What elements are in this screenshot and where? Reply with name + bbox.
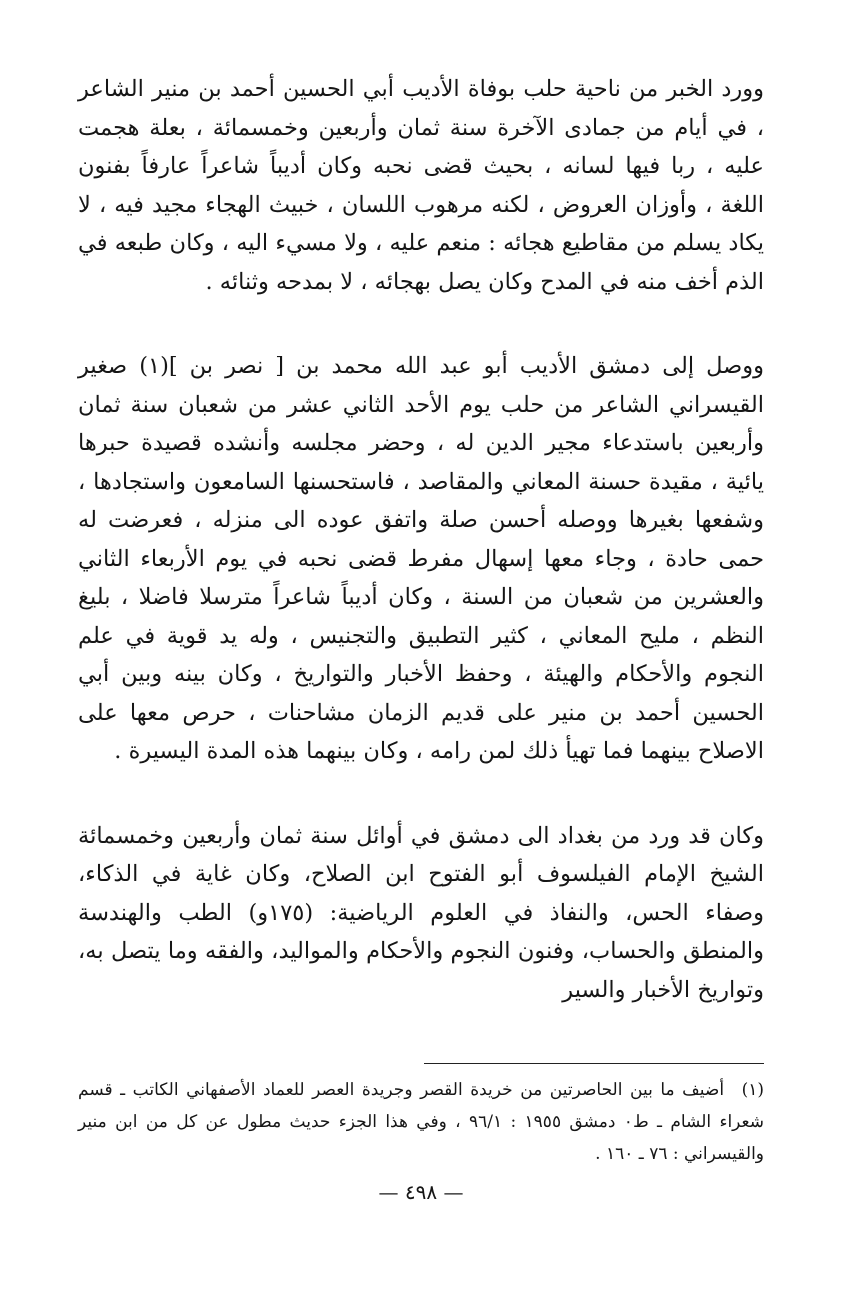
paragraph-ibn-munir-death: وورد الخبر من ناحية حلب بوفاة الأديب أبي الحسين أحمد بن منير الشاعر ، في أيام من جمادى الآخرة سنة ثمان وأربعين وخمسمائة ، بعلة هجمت عليه ، ربا فيها لسانه ، بحيث قضى نحبه وكان أديباً شاعراً عارفاً بفنون اللغة ، وأوزان العروض ، لكنه مرهوب اللسان ، خبيث الهجاء مجيد فيه ، لا يكاد يسلم من مقاطيع هجائه : منعم عليه ، ولا مسيء اليه ، وكان طبعه في الذم أخف منه في المدح وكان يصل بهجائه ، لا بمدحه وثنائه . bbox=[78, 76, 764, 295]
footnote bbox=[78, 1074, 764, 1170]
footnote-separator bbox=[424, 1063, 764, 1064]
footnote-text: أضيف ما بين الحاصرتين من خريدة القصر وجريدة العصر للعماد الأصفهاني الكاتب ـ قسم شعراء الشام ـ ط٠ دمشق ١٩٥٥ : ٩٦/١ ، وفي هذا الجزء حديث مطول عن كل من ابن منير والقيسراني : ٧٦ ـ ١٦٠ . bbox=[78, 1080, 765, 1164]
paragraph-qaysarani-arrival: ووصل إلى دمشق الأديب أبو عبد الله محمد بن [ نصر بن ](١) صغير القيسراني الشاعر من حلب يوم الأحد الثاني عشر من شعبان سنة ثمان وأربعين باستدعاء مجير الدين له ، وحضر مجلسه وأنشده قصيدة حبرها يائية ، مقيدة حسنة المعاني والمقاصد ، فاستحسنها السامعون واستجادها ، وشفعها بغيرها ووصله أحسن صلة واتفق عوده الى منزله ، فعرضت له حمى حادة ، وجاء معها إسهال مفرط قضى نحبه في يوم الأربعاء الثاني والعشرين من شعبان من السنة ، وكان أديباً شاعراً مترسلا فاضلا ، بليغ النظم ، مليح المعاني ، كثير التطبيق والتجنيس ، وله يد قوية في علم النجوم والأحكام والهيئة ، وحفظ الأخبار والتواريخ ، وكان بينه وبين أبي الحسين أحمد بن منير على قديم الزمان مشاحنات ، حرص معها على الاصلاح بينهما فما تهيأ ذلك لمن رامه ، وكان بينهما هذه المدة اليسيرة . bbox=[78, 353, 764, 764]
footnote-marker: (١) bbox=[741, 1080, 765, 1100]
paragraph-ibn-salah-arrival: وكان قد ورد من بغداد الى دمشق في أوائل سنة ثمان وأربعين وخمسمائة الشيخ الإمام الفيلسوف أبو الفتوح ابن الصلاح، وكان غاية في الذكاء، وصفاء الحس، والنفاذ في العلوم الرياضية: (١٧٥و) الطب والهندسة والمنطق والحساب، وفنون النجوم والأحكام والمواليد، والفقه وما يتصل به، وتواريخ الأخبار والسير bbox=[78, 822, 764, 1003]
page-number: — ٤٩٨ — bbox=[378, 1180, 464, 1204]
